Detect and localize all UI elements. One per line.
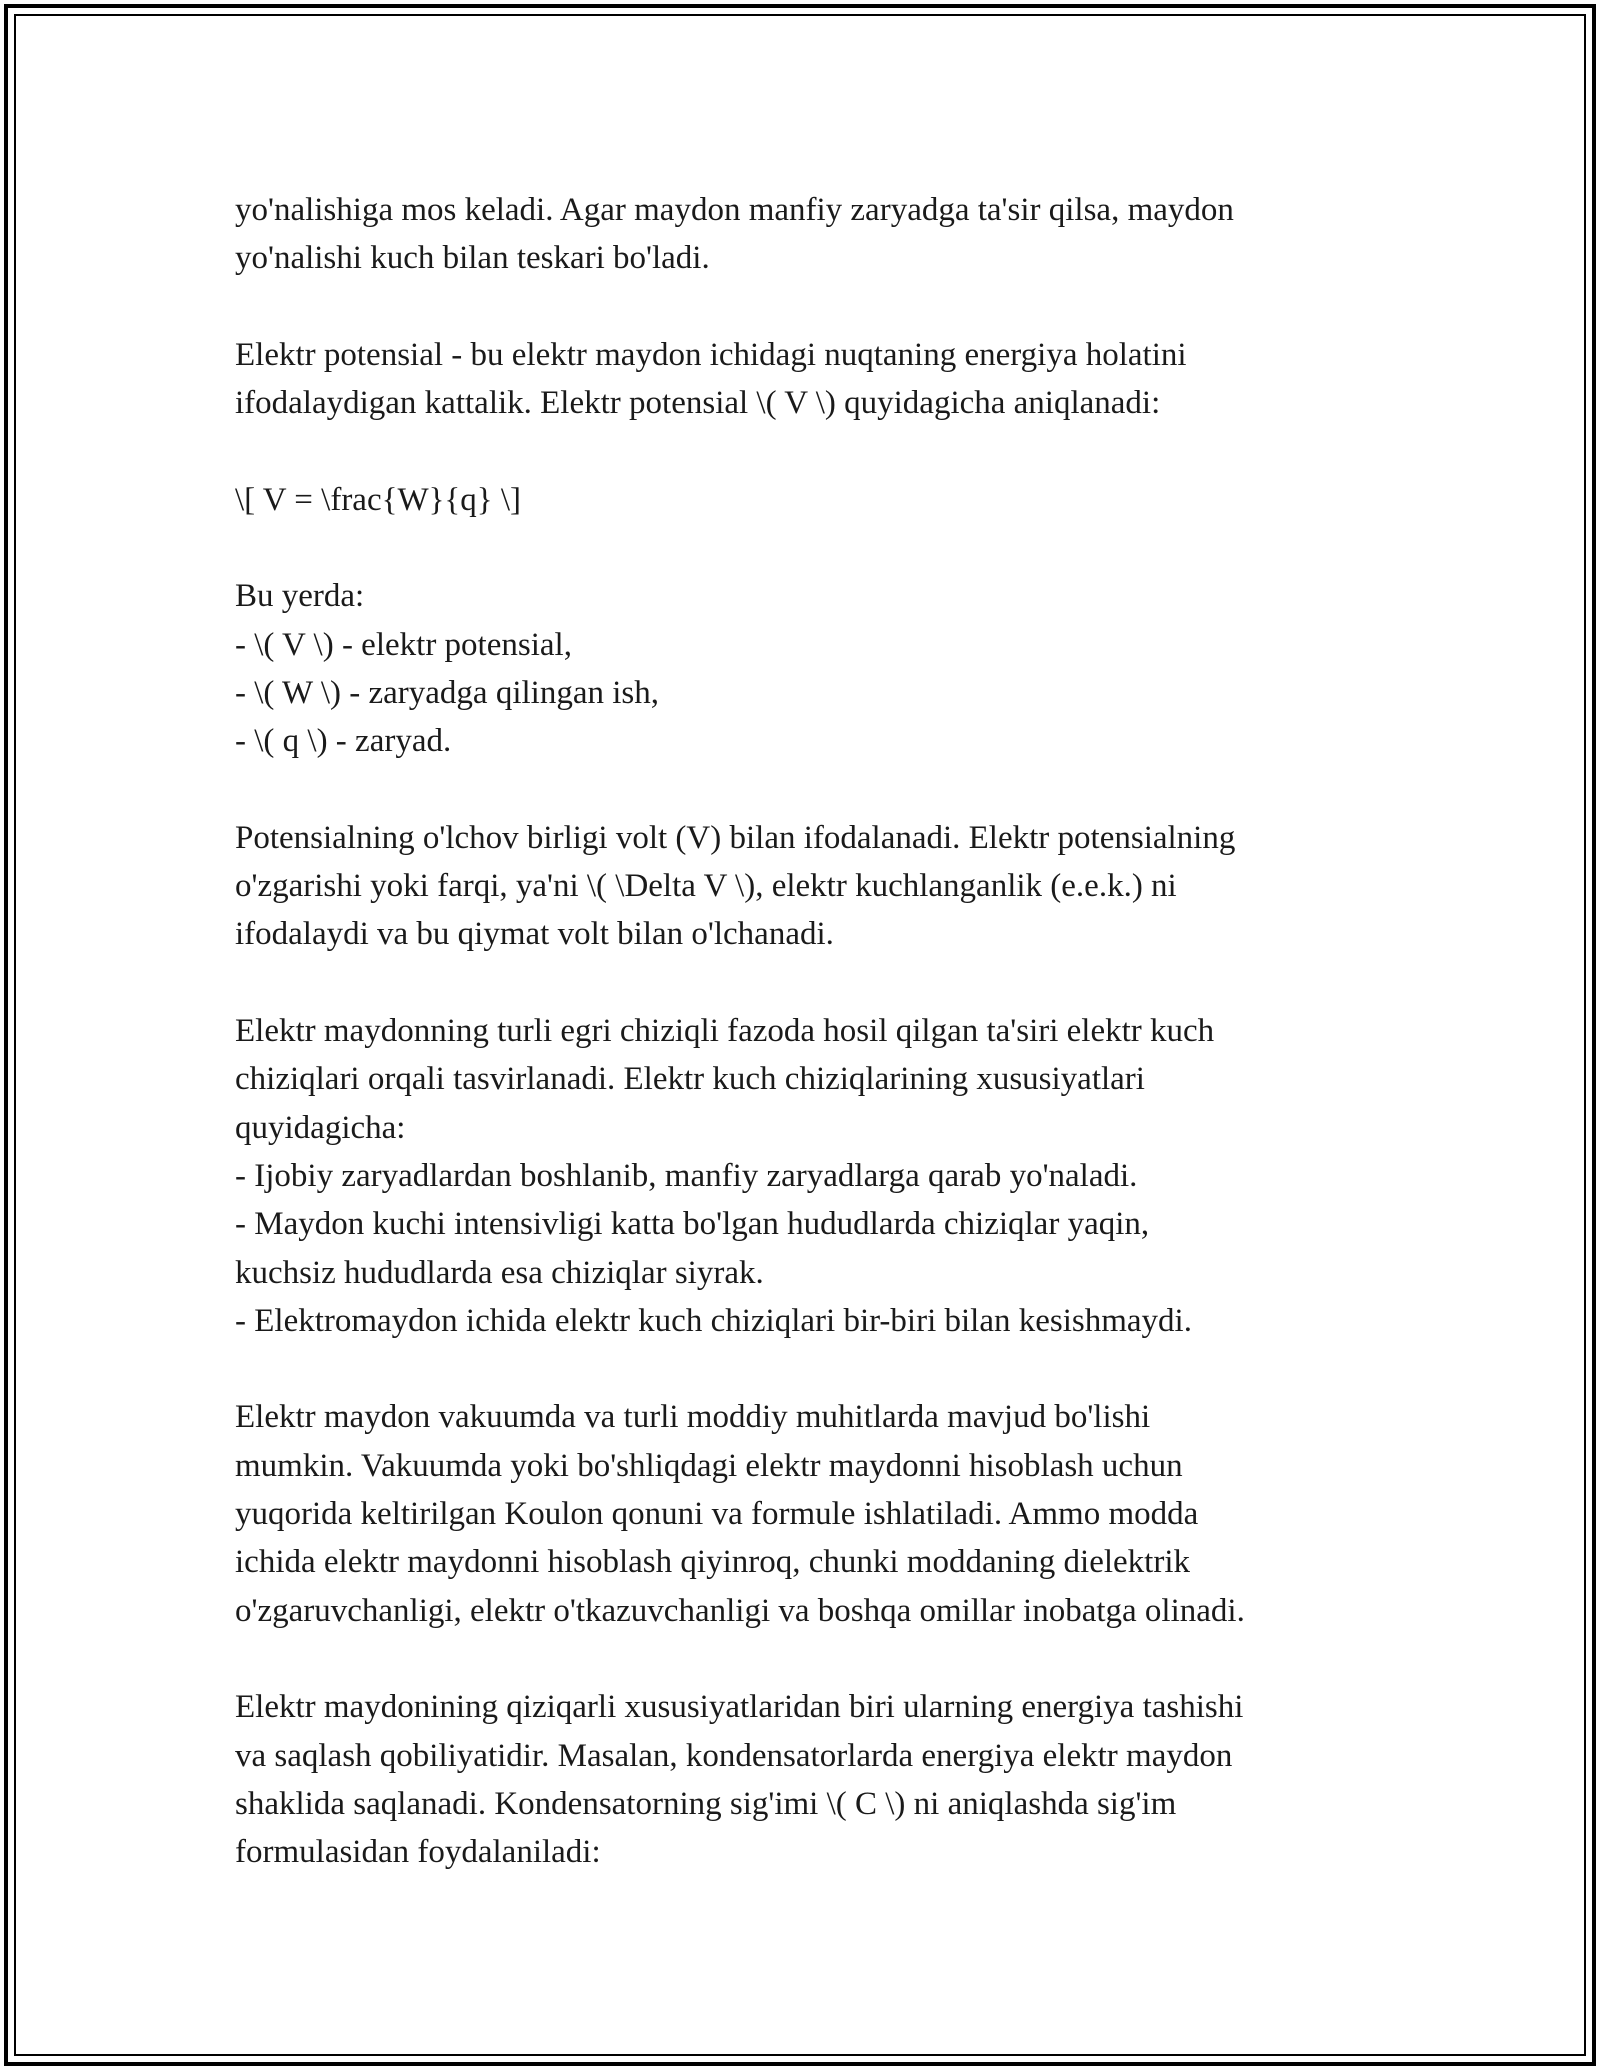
text-line: quyidagicha: [235,1109,406,1146]
paragraph [235,331,1415,428]
text-line: mumkin. Vakuumda yoki bo'shliqdagi elektr maydonni hisoblash uchun [235,1447,1183,1484]
text-line: shaklida saqlanadi. Kondensatorning sig'imi \( C \) ni aniqlashda sig'im [235,1785,1177,1822]
text-line: yo'nalishi kuch bilan teskari bo'ladi. [235,240,710,277]
text-line: Elektr potensial - bu elektr maydon ichidagi nuqtaning energiya holatini [235,336,1187,373]
text-line: Potensialning o'lchov birligi volt (V) bilan ifodalanadi. Elektr potensialning [235,819,1236,856]
paragraph-gap [235,283,1415,331]
paragraph [235,1007,1415,1345]
text-line: Elektr maydonning turli egri chiziqli fazoda hosil qilgan ta'siri elektr kuch [235,1013,1215,1050]
list-item: - \( W \) - zaryadga qilingan ish, [235,674,659,711]
text-line: Elektr maydon vakuumda va turli moddiy muhitlarda mavjud bo'lishi [235,1399,1151,1436]
text-line: ifodalaydigan kattalik. Elektr potensial \( V \) quyidagicha aniqlanadi: [235,385,1161,422]
text-line: ifodalaydi va bu qiymat volt bilan o'lchanadi. [235,916,834,953]
paragraph-gap [235,524,1415,572]
list-item: - Maydon kuchi intensivligi katta bo'lgan hududlarda chiziqlar yaqin, [235,1206,1150,1243]
document-body [235,186,1415,1876]
text-line: o'zgarishi yoki farqi, ya'ni \( \Delta V \), elektr kuchlanganlik (e.e.k.) ni [235,868,1177,905]
text-line: Elektr maydonining qiziqarli xususiyatlaridan biri ularning energiya tashishi [235,1689,1244,1726]
paragraph-gap [235,1345,1415,1393]
text-line: va saqlash qobiliyatidir. Masalan, kondensatorlarda energiya elektr maydon [235,1737,1233,1774]
paragraph-gap [235,766,1415,814]
text-line: yuqorida keltirilgan Koulon qonuni va formule ishlatiladi. Ammo modda [235,1496,1199,1533]
paragraph [235,572,1415,765]
text-line: o'zgaruvchanligi, elektr o'tkazuvchanligi va boshqa omillar inobatga olinadi. [235,1592,1245,1629]
text-line: formulasidan foydalaniladi: [235,1834,601,1871]
text-line: kuchsiz hududlarda esa chiziqlar siyrak. [235,1254,764,1291]
paragraph [235,1393,1415,1634]
paragraph-gap [235,1635,1415,1683]
paragraph [235,186,1415,283]
list-item: - \( q \) - zaryad. [235,723,452,760]
text-line: ichida elektr maydonni hisoblash qiyinroq, chunki moddaning dielektrik [235,1544,1190,1581]
list-item: - Elektromaydon ichida elektr kuch chiziqlari bir-biri bilan kesishmaydi. [235,1302,1192,1339]
list-item: - Ijobiy zaryadlardan boshlanib, manfiy zaryadlarga qarab yo'naladi. [235,1157,1138,1194]
formula-paragraph [235,476,1415,524]
paragraph [235,1683,1415,1876]
paragraph-gap [235,427,1415,475]
text-line: Bu yerda: [235,578,365,615]
paragraph [235,814,1415,959]
formula-line: \[ V = \frac{W}{q} \] [235,481,522,518]
text-line: yo'nalishiga mos keladi. Agar maydon manfiy zaryadga ta'sir qilsa, maydon [235,192,1234,228]
list-item: - \( V \) - elektr potensial, [235,626,572,663]
paragraph-gap [235,959,1415,1007]
text-line: chiziqlari orqali tasvirlanadi. Elektr kuch chiziqlarining xususiyatlari [235,1061,1145,1098]
